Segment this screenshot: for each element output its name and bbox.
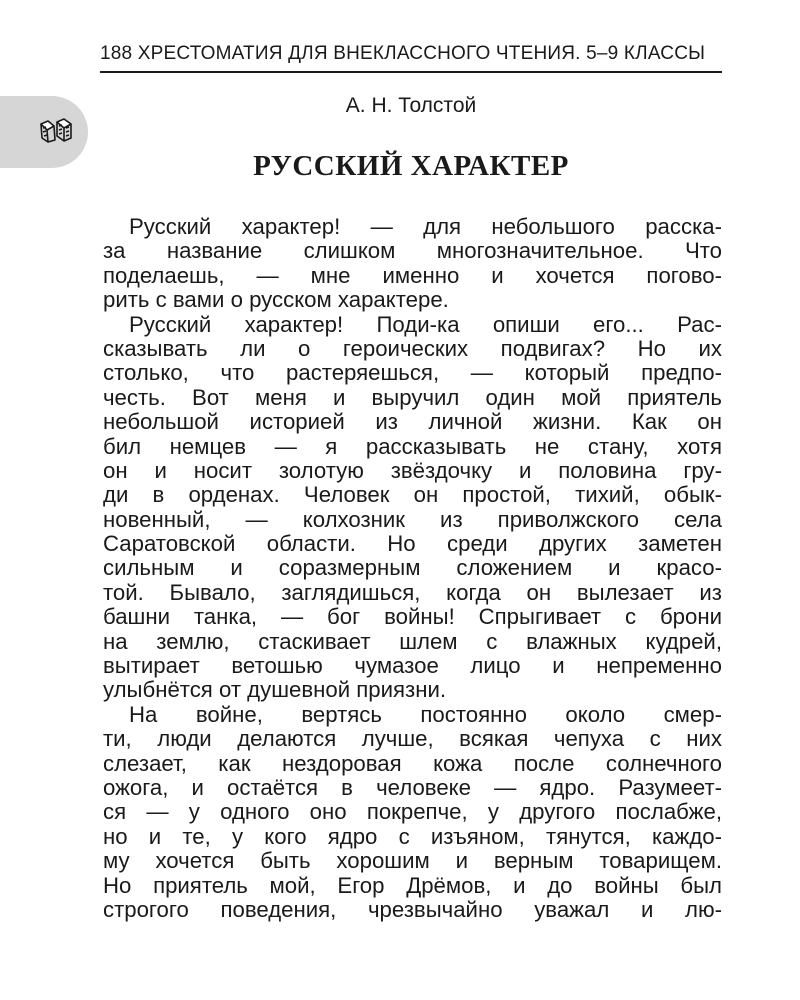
text-line: ти, люди делаются лучше, всякая чепуха с них — [103, 726, 722, 752]
running-header: 188 ХРЕСТОМАТИЯ ДЛЯ ВНЕКЛАССНОГО ЧТЕНИЯ. 5–9 КЛАССЫ — [100, 43, 706, 64]
story-body — [103, 215, 722, 922]
text-line: поделаешь, — мне именно и хочется погово- — [103, 262, 722, 288]
text-line: Но приятель мой, Егор Дрёмов, и до войны был — [103, 872, 722, 898]
section-tab — [0, 96, 88, 168]
text-line: Русский характер! — для небольшого расска- — [129, 214, 722, 239]
text-line: строгого поведения, чрезвычайно уважал и лю- — [103, 896, 722, 922]
text-line: улыбнётся от душевной приязни. — [103, 677, 447, 703]
header-divider — [100, 71, 722, 73]
text-line: слезает, как нездоровая кожа после солнечного — [103, 750, 722, 776]
text-line: Саратовской области. Но среди других заметен — [103, 531, 722, 557]
text-line: столько, что растеряешься, — который предпо- — [103, 360, 722, 386]
text-line: новенный, — колхозник из приволжского села — [103, 506, 722, 532]
text-line: он и носит золотую звёздочку и половина гру- — [103, 457, 722, 483]
text-line: На войне, вертясь постоянно около смер- — [129, 701, 722, 727]
text-line: ожога, и остаётся в человеке — ядро. Разумеет- — [103, 774, 722, 800]
text-line: ди в орденах. Человек он простой, тихий, обык- — [103, 482, 722, 508]
text-line: честь. Вот меня и выручил один мой приятель — [103, 384, 722, 410]
text-line: на землю, стаскивает шлем с влажных кудрей, — [103, 628, 722, 654]
text-line: но и те, у кого ядро с изъяном, тянутся, каждо- — [103, 823, 722, 849]
text-line: Русский характер! Поди-ка опиши его... Рас- — [129, 311, 722, 337]
text-line: бил немцев — я рассказывать не стану, хотя — [103, 433, 722, 459]
text-line: сказывать ли о героических подвигах? Но их — [103, 335, 722, 361]
text-line: вытирает ветошью чумазое лицо и непременно — [103, 653, 722, 679]
text-line: сильным и соразмерным сложением и красо- — [103, 555, 722, 581]
text-line: башни танка, — бог войны! Спрыгивает с брони — [103, 604, 722, 630]
author-name: А. Н. Толстой — [345, 94, 477, 117]
text-line: ся — у одного оно покрепче, у другого послабже, — [103, 799, 722, 825]
text-line: рить с вами о русском характере. — [103, 287, 449, 313]
text-line: небольшой историей из личной жизни. Как он — [103, 409, 722, 435]
text-line: за название слишком многозначительное. Что — [103, 238, 722, 264]
open-books-icon — [38, 116, 74, 146]
text-line: му хочется быть хорошим и верным товарищем. — [103, 848, 722, 874]
text-line: той. Бывало, заглядишься, когда он вылезает из — [103, 579, 722, 605]
story-title: РУССКИЙ ХАРАКТЕР — [253, 150, 569, 182]
